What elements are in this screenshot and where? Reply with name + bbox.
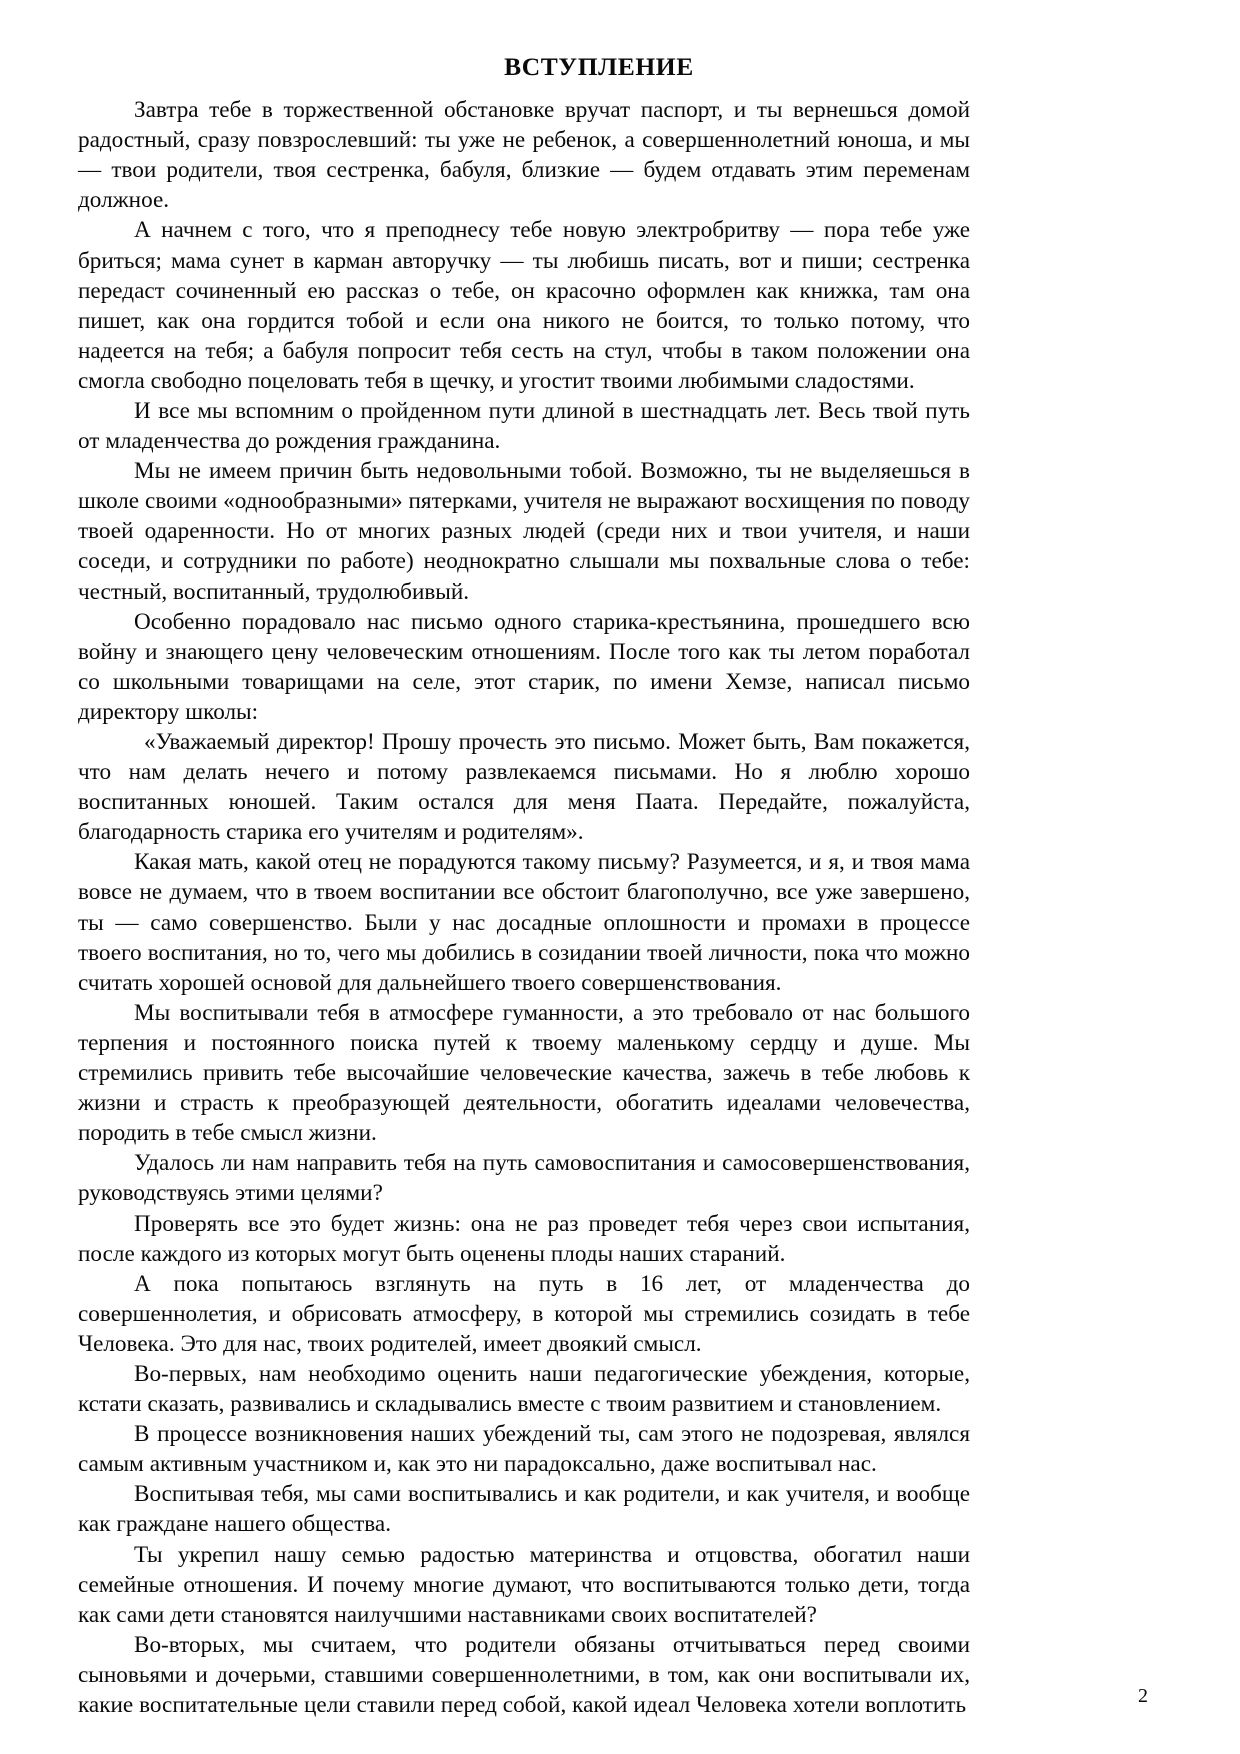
paragraph: Особенно порадовало нас письмо одного старика-крестьянина, прошедшего всю войну и знающего цену человеческим отношениям. После того как ты летом поработал со школьными товарищами на селе, этот старик, по имени Хемзе, написал письмо директору школы: — [78, 608, 970, 725]
paragraph: Какая мать, какой отец не порадуются такому письму? Разумеется, и я, и твоя мама вовсе не думаем, что в твоем воспитании все обстоит благополучно, все уже завершено, ты — само совершенство. Были у нас досадные оплошности и промахи в процессе твоего воспитания, но то, чего мы добились в созидании твоей личности, пока что можно считать хорошей основой для дальнейшего твоего совершенствования. — [78, 849, 970, 996]
paragraph: В процессе возникновения наших убеждений ты, сам этого не подозревая, являлся самым активным участником и, как это ни парадоксально, даже воспитывал нас. — [78, 1421, 970, 1478]
page-title: ВСТУПЛЕНИЕ — [504, 52, 694, 81]
paragraph: Удалось ли нам направить тебя на путь самовоспитания и самосовершенствования, руководствуясь этими целями? — [78, 1150, 970, 1207]
paragraph-quoted-letter: «Уважаемый директор! Прошу прочесть это письмо. Может быть, Вам покажется, что нам делать нечего и потому развлекаемся письмами. Но я люблю хорошо воспитанных юношей. Таким остался для меня Паата. Передайте, пожалуйста, благодарность старика его учителям и родителям». — [78, 729, 970, 846]
paragraph: А пока попытаюсь взглянуть на путь в 16 лет, от младенчества до совершеннолетия, и обрисовать атмосферу, в которой мы стремились созидать в тебе Человека. Это для нас, твоих родителей, имеет двоякий смысл. — [78, 1270, 970, 1357]
paragraph: А начнем с того, что я преподнесу тебе новую электробритву — пора тебе уже бриться; мама сунет в карман авторучку — ты любишь писать, вот и пиши; сестренка передаст сочиненный ею рассказ о тебе, он красочно оформлен как книжка, там она пишет, как она гордится тобой и если она никого не боится, то только потому, что надеется на тебя; а бабуля попросит тебя сесть на стул, чтобы в таком положении она смогла свободно поцеловать тебя в щечку, и угостит твоими любимыми сладостями. — [78, 217, 970, 394]
paragraph: Проверять все это будет жизнь: она не раз проведет тебя через свои испытания, после каждого из которых могут быть оценены плоды наших стараний. — [78, 1210, 970, 1267]
paragraph: Мы воспитывали тебя в атмосфере гуманности, а это требовало от нас большого терпения и постоянного поиска путей к твоему маленькому сердцу и душе. Мы стремились привить тебе высочайшие человеческие качества, зажечь в тебе любовь к жизни и страсть к преобразующей деятельности, обогатить идеалами человечества, породить в тебе смысл жизни. — [78, 999, 970, 1147]
paragraph: Завтра тебе в торжественной обстановке вручат паспорт, и ты вернешься домой радостный, сразу повзрослевший: ты уже не ребенок, а совершеннолетний юноша, и мы — твои родители, твоя сестренка, бабуля, близкие — будем отдавать этим переменам должное. — [78, 97, 970, 214]
body-text-column — [78, 95, 970, 1720]
paragraph: Во-вторых, мы считаем, что родители обязаны отчитываться перед своими сыновьями и дочерьми, ставшими совершеннолетними, в том, как они воспитывали их, какие воспитательные цели ставили перед собой, какой идеал Человека хотели воплотить — [78, 1631, 970, 1719]
paragraph: Во-первых, нам необходимо оценить наши педагогические убеждения, которые, кстати сказать, развивались и складывались вместе с твоим развитием и становлением. — [78, 1360, 970, 1418]
paragraph: Мы не имеем причин быть недовольными тобой. Возможно, ты не выделяешься в школе своими «однообразными» пятерками, учителя не выражают восхищения по поводу твоей одаренности. Но от многих разных людей (среди них и твои учителя, и наши соседи, и сотрудники по работе) неоднократно слышали мы похвальные слова о тебе: честный, воспитанный, трудолюбивый. — [78, 458, 970, 605]
paragraph: Ты укрепил нашу семью радостью материнства и отцовства, обогатил наши семейные отношения. И почему многие думают, что воспитываются только дети, тогда как сами дети становятся наилучшими наставниками своих воспитателей? — [78, 1541, 970, 1628]
page-number: 2 — [1138, 1685, 1148, 1707]
paragraph: И все мы вспомним о пройденном пути длиной в шестнадцать лет. Весь твой путь от младенчества до рождения гражданина. — [78, 397, 970, 455]
paragraph: Воспитывая тебя, мы сами воспитывались и как родители, и как учителя, и вообще как граждане нашего общества. — [78, 1481, 970, 1538]
